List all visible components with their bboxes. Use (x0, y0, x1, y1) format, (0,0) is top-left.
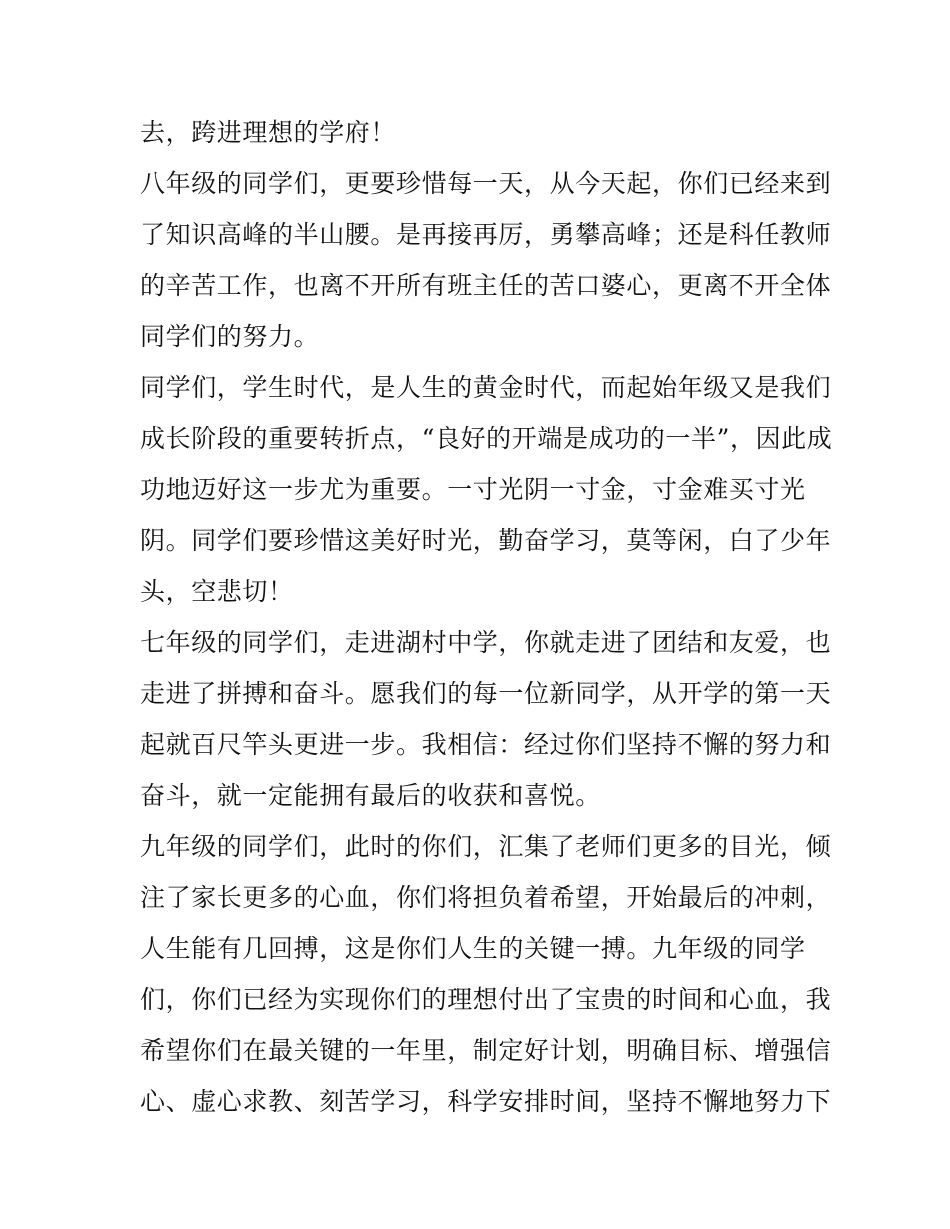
text-line: 走进了拼搏和奋斗。愿我们的每一位新同学，从开学的第一天 (140, 679, 832, 708)
text-line: 同学们，学生时代，是人生的黄金时代，而起始年级又是我们 (140, 373, 832, 402)
text-line: 成长阶段的重要转折点，“良好的开端是成功的一半”，因此成 (140, 424, 833, 453)
text-line: 希望你们在最关键的一年里，制定好计划，明确目标、增强信 (140, 1036, 832, 1065)
body-text (140, 107, 833, 1127)
text-line: 人生能有几回搏，这是你们人生的关键一搏。九年级的同学 (140, 934, 806, 963)
text-line: 注了家长更多的心血，你们将担负着希望，开始最后的冲刺， (140, 883, 832, 912)
text-line: 们，你们已经为实现你们的理想付出了宝贵的时间和心血，我 (140, 985, 832, 1014)
text-line: 八年级的同学们，更要珍惜每一天，从今天起，你们已经来到 (140, 169, 832, 198)
text-line: 心、虚心求教、刻苦学习，科学安排时间，坚持不懈地努力下 (140, 1087, 832, 1116)
text-line: 九年级的同学们，此时的你们，汇集了老师们更多的目光，倾 (140, 832, 832, 861)
text-line: 七年级的同学们，走进湖村中学，你就走进了团结和友爱，也 (140, 628, 832, 657)
text-line: 了知识高峰的半山腰。是再接再厉，勇攀高峰；还是科任教师 (140, 220, 832, 249)
text-line: 阴。同学们要珍惜这美好时光，勤奋学习，莫等闲，白了少年 (140, 526, 832, 555)
text-line: 起就百尺竿头更进一步。我相信：经过你们坚持不懈的努力和 (140, 730, 832, 759)
text-line: 的辛苦工作，也离不开所有班主任的苦口婆心，更离不开全体 (140, 271, 832, 300)
text-line: 去，跨进理想的学府！ (140, 118, 397, 147)
text-line: 同学们的努力。 (140, 322, 320, 351)
text-line: 功地迈好这一步尤为重要。一寸光阴一寸金，寸金难买寸光 (140, 475, 806, 504)
text-line: 奋斗，就一定能拥有最后的收获和喜悦。 (140, 781, 601, 810)
text-line: 头，空悲切！ (140, 577, 294, 606)
